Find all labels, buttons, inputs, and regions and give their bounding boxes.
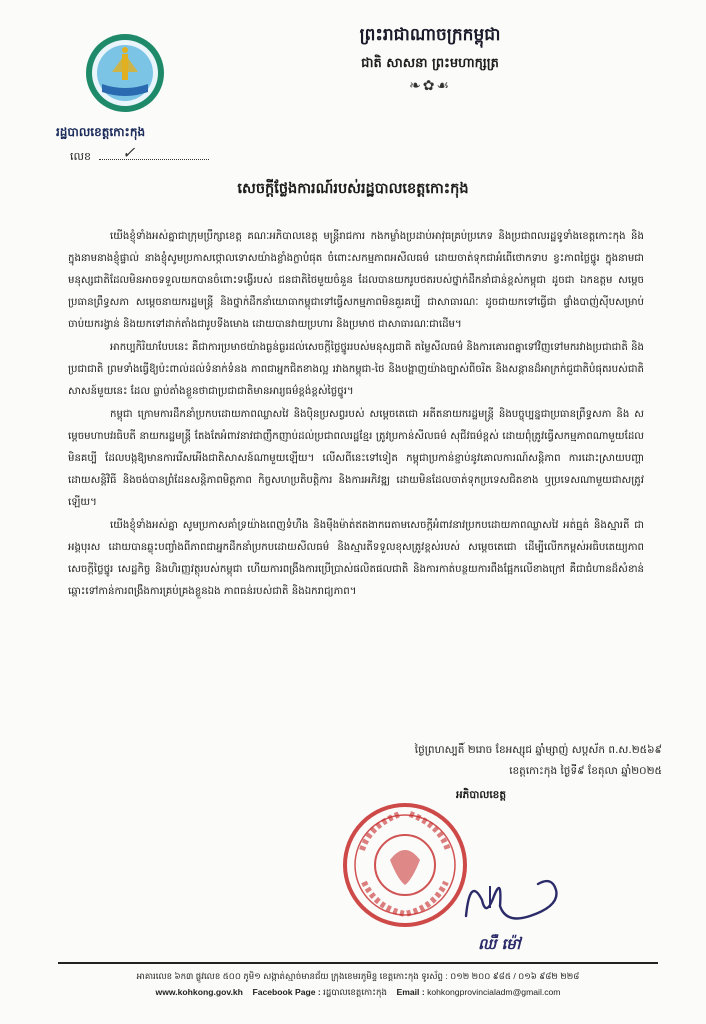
footer-divider xyxy=(58,962,658,964)
footer-website: www.kohkong.gov.kh xyxy=(155,987,243,997)
statement-body xyxy=(68,226,644,604)
reference-blank xyxy=(99,147,209,160)
official-seal xyxy=(340,800,470,930)
paragraph-4: យើងខ្ញុំទាំងអស់គ្នា សូមប្រកាសគាំទ្រយ៉ាងពេញទំហឹង និងម៉ឺងម៉ាត់ឥតងាករេតាមសេចក្តីអំពាវនាវប្រកបដោយភាពឈ្លាសវៃ អត់ធ្មត់ និងស្មារតី ជាអង្គបុរស ដោយបានឆ្លុះបញ្ចាំងពីភាពជាអ្នកដឹកនាំប្រកបដោយសីលធម៌ និងស្មារតីទទួលខុសត្រូវខ្ពស់របស់ សម្តេចតេជោ ដើម្បីលើកកម្ពស់អធិបតេយ្យភាព សេចក្តីថ្លៃថ្នូរ សេដ្ឋកិច្ច និងហិរញ្ញវត្ថុរបស់កម្ពុជា ហើយការពង្រឹងការប្រើប្រាស់ផលិតផលជាតិ និងការកាត់បន្ថយការពឹងផ្អែកលើខាងក្រៅ គឺជាជំហានដ៏សំខាន់ឆ្ពោះទៅកាន់ការពង្រឹងការគ្រប់គ្រងខ្លួនឯង ភាពធន់របស់ជាតិ និងឯករាជ្យភាព។ xyxy=(68,520,644,597)
provincial-logo xyxy=(84,32,166,114)
kingdom-header xyxy=(270,24,590,94)
handwritten-signature xyxy=(460,866,570,926)
ornament-divider: ❧✿☙ xyxy=(408,78,451,94)
footer-facebook-label: Facebook Page : xyxy=(252,987,321,997)
paragraph-2: អាកប្បកិរិយាបែបនេះ គឺជាការប្រមាថយ៉ាងធ្ងន់ធ្ងរដល់សេចក្តីថ្លៃថ្នូររបស់មនុស្សជាតិ តម្លៃសីលធម៌ និងការគោរពគ្នាទៅវិញទៅមករវាងប្រជាជាតិ និងប្រជាជាតិ ព្រមទាំងធ្វើឱ្យប៉ះពាល់ដល់ទំនាក់ទំនង ភាពជាអ្នកជិតខាងល្អ រវាងកម្ពុជា-ថៃ និងបង្ហាញយ៉ាងច្បាស់ពីចរិត និងសន្តានដ៏អាក្រក់ជួជាតិបំផុតរបស់ជាតិសាសន៍មួយនេះ ដែល ធ្លាប់តាំងខ្លួនថាជាប្រជាជាតិមានអារ្យធម៌ខ្ពង់ខ្ពស់ថ្លៃថ្នូរ។ xyxy=(68,342,644,397)
authority-name: រដ្ឋបាលខេត្តកោះកុង xyxy=(56,125,146,139)
footer-contacts xyxy=(58,984,658,1000)
document-title: សេចក្តីថ្លែងការណ៍របស់រដ្ឋបាលខេត្តកោះកុង xyxy=(237,180,469,197)
signer-title: អភិបាលខេត្ត xyxy=(456,789,506,801)
reference-number xyxy=(70,143,209,166)
paragraph-1: យើងខ្ញុំទាំងអស់គ្នាជាក្រុមប្រឹក្សាខេត្ត គណៈអភិបាលខេត្ត មន្ត្រីរាជការ កងកម្លាំងប្រដាប់អាវុធគ្រប់ប្រភេទ និងប្រជាពលរដ្ឋទូទាំងខេត្តកោះកុង និងក្នុងនាមនាងខ្ញុំផ្ទាល់ នាងខ្ញុំសូមប្រកាសថ្កោលទោសយ៉ាងខ្លាំងក្លាបំផុត ចំពោះសកម្មភាពអសីលធម៌ ដោយចាត់ទុកជាអំពើថោកទាប ខ្វះភាពថ្លៃថ្នូរ ក្នុងនាមជាមនុស្សជាតិដែលមិនអាចទទួលយកបានចំពោះទង្វើរបស់ ជនជាតិថៃមួយចំនួន ដែលបានយករូបថតរបស់ថ្នាក់ដឹកនាំជាន់ខ្ពស់កម្ពុជា ដូចជា ឯកឧត្តម សម្តេចប្រធានព្រឹទ្ធសភា សម្តេចនាយករដ្ឋមន្ត្រី និងថ្នាក់ដឹកនាំយោធាកម្ពុជាទៅធ្វើសកម្មភាពមិនគួរគប្បី ជាសាធារណៈ ដូចជាយកទៅធ្វើជា ផ្ទាំងបាញ់ស៊ីបសម្រាប់ចាប់យករង្វាន់ និងយកទៅដាក់តាំងជារូបទីងមោង ដោយបានវាយប្រហារ និងប្រមាថ ជាសាធារណៈជាដើម។ xyxy=(68,231,644,330)
footer-email-label: Email : xyxy=(396,987,425,997)
footer xyxy=(58,968,658,1000)
reference-label: លេខ xyxy=(70,150,91,163)
signer-name: ឈឺ ម៉ៅ xyxy=(478,935,521,953)
reference-mark: ✓ xyxy=(122,143,136,162)
footer-email-value: kohkongprovincialadm@gmail.com xyxy=(427,987,561,997)
date-block xyxy=(200,740,662,782)
kingdom-title: ព្រះរាជាណាចក្រកម្ពុជា xyxy=(359,25,501,45)
gregorian-date: ខេត្តកោះកុង ថ្ងៃទី៩ ខែតុលា ឆ្នាំ២០២៥ xyxy=(509,765,662,777)
paragraph-3: កម្ពុជា ក្រោមការដឹកនាំប្រកបដោយភាពឈ្លាសវៃ និងប៉ិនប្រសព្វរបស់ សម្តេចតេជោ អតីតនាយករដ្ឋមន្ត្រី និងបច្ចុប្បន្នជាប្រធានព្រឹទ្ធសភា និង សម្តេចមហាបវរធិបតី នាយករដ្ឋមន្ត្រី តែងតែអំពាវនាវជាញឹកញាប់ដល់ប្រជាពលរដ្ឋខ្មែរ ត្រូវប្រកាន់សីលធម៌ សុជីវធម៌ខ្ពស់ ដោយពុំត្រូវធ្វើសកម្មភាពណាមួយដែលមិនគប្បី ដែលបង្កឱ្យមានការរើសអើងជាតិសាសន៍ណាមួយឡើយ។ លើសពីនេះទៅទៀត កម្ពុជាប្រកាន់ខ្ជាប់នូវគោលការណ៍សន្តិភាព ការដោះស្រាយបញ្ហាដោយសន្តិវិធី និងចង់បានព្រំដែនសន្តិភាពមិត្តភាព កិច្ចសហប្រតិបត្តិការ និងការអភិវឌ្ឍ ដោយមិនដែលចាត់ទុកប្រទេសជិតខាង ឬប្រទេសណាមួយជាសត្រូវឡើយ។ xyxy=(68,409,644,508)
national-motto: ជាតិ សាសនា ព្រះមហាក្សត្រ xyxy=(361,56,499,71)
footer-facebook-value: រដ្ឋបាលខេត្តកោះកុង xyxy=(323,987,387,997)
lunar-date: ថ្ងៃព្រហស្បតិ៍ ២រោច ខែអស្សុជ ឆ្នាំម្សាញ់ សប្តស័ក ព.ស.២៥៦៩ xyxy=(414,744,662,756)
footer-address: អាគារលេខ ៦ក៣ ផ្លូវលេខ ៥០០ ភូមិ១ សង្កាត់ស្មាច់មានជ័យ ក្រុងខេមរភូមិន្ទ ខេត្តកោះកុង ទូរស័ព្ទ : ០១២ ២០០ ៩៨៥ / ០១៦ ៩៨២ ២២៨ xyxy=(136,971,580,981)
